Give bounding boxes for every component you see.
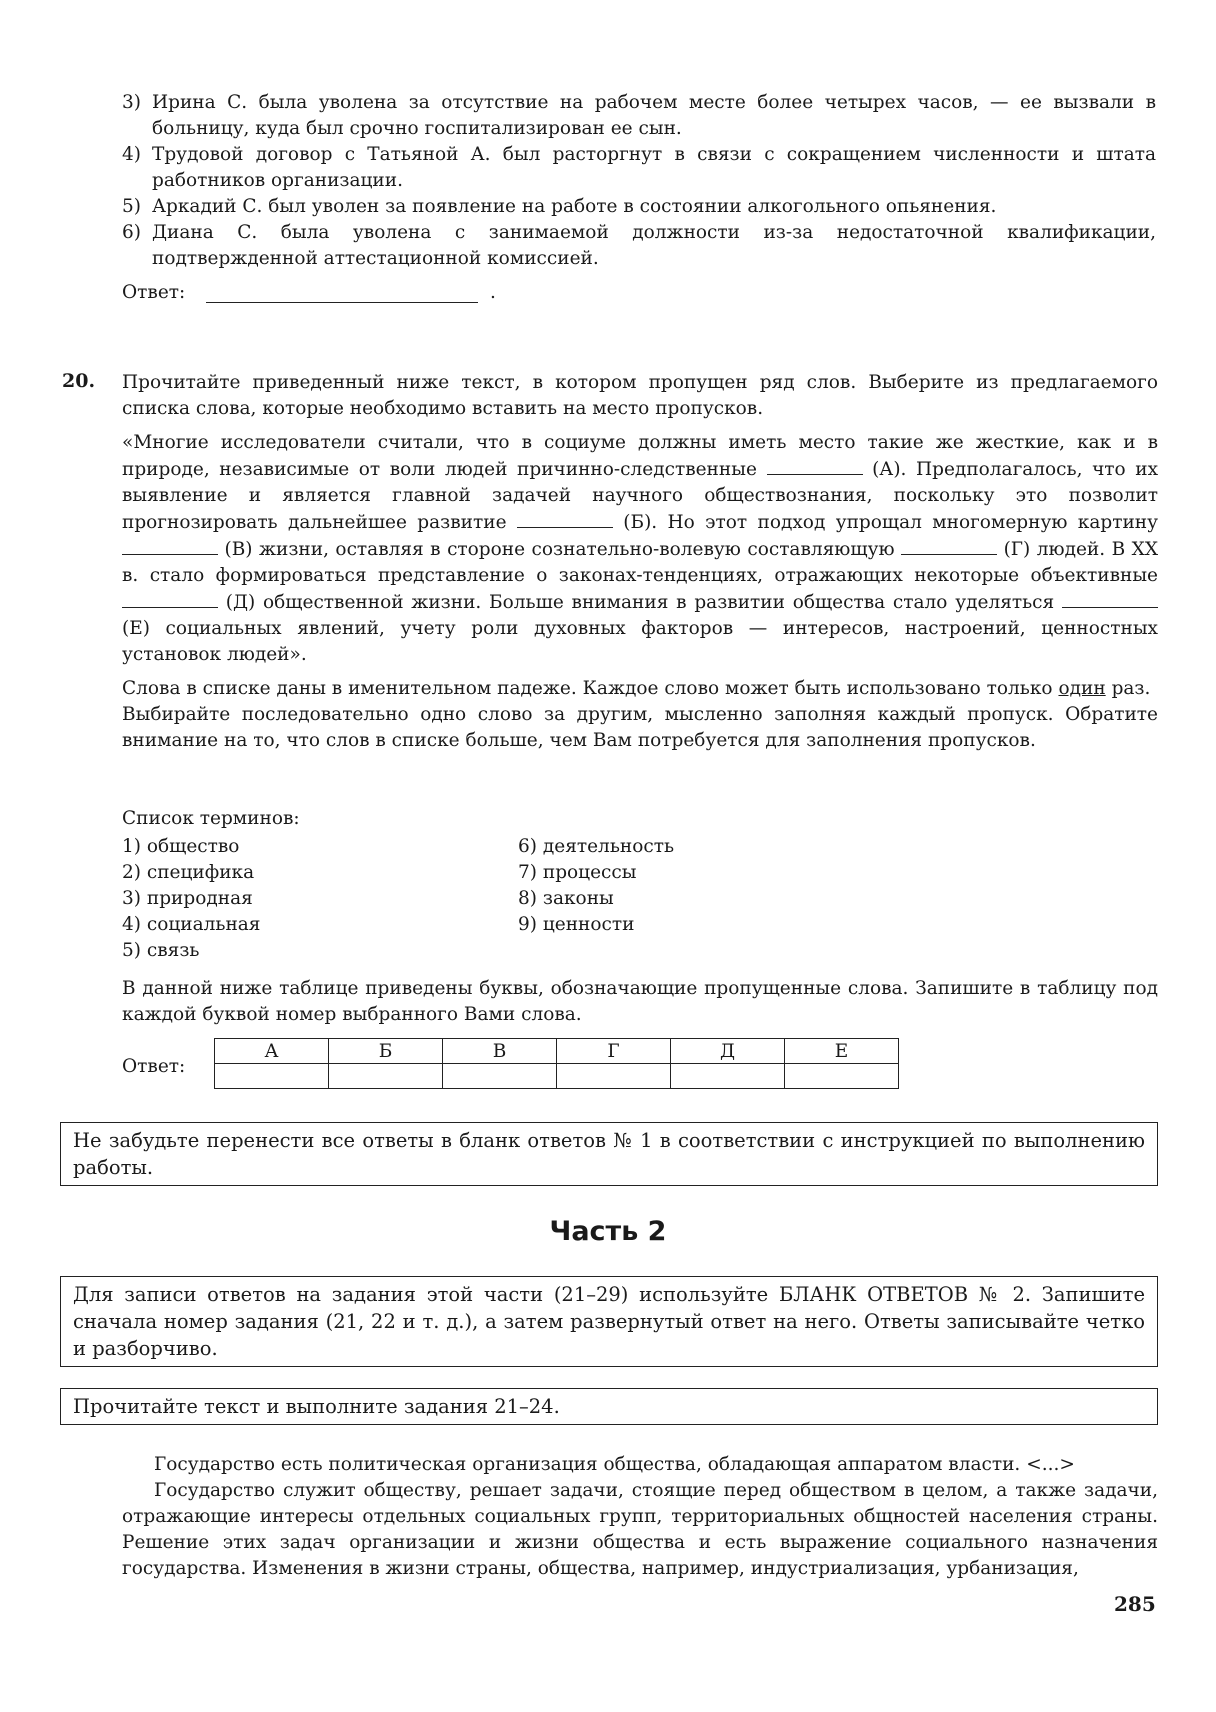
gap-v: [122, 536, 218, 555]
part-2-title: Часть 2: [549, 1216, 667, 1247]
gap-e: [1062, 589, 1158, 608]
source-text: [122, 1452, 1158, 1582]
answer-cell-a[interactable]: [215, 1064, 329, 1089]
question-19-options: [122, 90, 1156, 272]
term-item: 7) процессы: [518, 862, 637, 883]
page-number: 285: [1114, 1592, 1156, 1616]
term-item: 2) специфика: [122, 862, 255, 883]
terms-list-right: [518, 834, 674, 938]
option-4: 4) Трудовой договор с Татьяной А. был расторгнут в связи с сокращением численности и штата работников организации.: [122, 144, 1156, 191]
option-3: 3) Ирина С. была уволена за отсутствие на рабочем месте более четырех часов, — ее вызвали в больницу, куда был срочно госпитализирован ее сын.: [122, 92, 1156, 139]
terms-list-left: [122, 834, 260, 964]
term-item: 6) деятельность: [518, 836, 675, 857]
question-20: [122, 370, 1158, 754]
gap-g: [901, 536, 997, 555]
term-item: 4) социальная: [122, 914, 261, 935]
q20-instruction: Прочитайте приведенный ниже текст, в котором пропущен ряд слов. Выберите из предлагаемого списка слова, которые необходимо вставить на место пропусков.: [122, 372, 1158, 419]
q20-note-2: Выбирайте последовательно одно слово за другим, мысленно заполняя каждый пропуск. Обратите внимание на то, что слов в списке больше, чем Вам потребуется для заполнения пропусков.: [122, 704, 1158, 751]
term-item: 5) связь: [122, 940, 200, 961]
q19-answer-dot: .: [490, 282, 496, 303]
source-text-p1: Государство есть политическая организация общества, обладающая аппаратом власти. <...>: [154, 1454, 1075, 1475]
part-2-instruction-box: Для записи ответов на задания этой части (21–29) используйте БЛАНК ОТВЕТОВ № 2. Запишите сначала номер задания (21, 22 и т. д.), а затем развернутый ответ на него. Ответы записывайте четко и разборчиво.: [60, 1276, 1158, 1367]
term-item: 8) законы: [518, 888, 614, 909]
answer-header-v: В: [443, 1039, 557, 1064]
source-text-p2: Государство служит обществу, решает задачи, стоящие перед обществом в целом, а также задачи, отражающие интересы отдельных социальных групп, территориальных общностей населения страны. Решение этих задач организации и жизни общества и есть выражение социального назначения государства. Изменения в жизни страны, общества, например, индустриализация, урбанизация,: [122, 1480, 1158, 1579]
answer-table: [214, 1038, 899, 1089]
q20-note-1: Слова в списке даны в именительном падеже. Каждое слово может быть использовано только один раз.: [122, 678, 1151, 699]
question-20-number: 20.: [62, 370, 96, 392]
q19-answer-label: Ответ:: [122, 282, 186, 303]
term-item: 3) природная: [122, 888, 253, 909]
q19-answer-line[interactable]: [206, 302, 478, 303]
gap-b: [517, 509, 613, 528]
gap-a: [767, 456, 863, 475]
answer-cell-g[interactable]: [557, 1064, 671, 1089]
option-5: 5) Аркадий С. был уволен за появление на работе в состоянии алкогольного опьянения.: [122, 196, 997, 217]
answer-header-d: Д: [671, 1039, 785, 1064]
reminder-box: Не забудьте перенести все ответы в бланк ответов № 1 в соответствии с инструкцией по выполнению работы.: [60, 1122, 1158, 1186]
terms-title: Список терминов:: [122, 808, 300, 829]
option-6: 6) Диана С. была уволена с занимаемой должности из-за недостаточной квалификации, подтвержденной аттестационной комиссией.: [122, 222, 1156, 269]
q20-passage: «Многие исследователи считали, что в социуме должны иметь место такие же жесткие, как и в природе, независимые от воли людей причинно-следственные (А). Предполагалось, что их выявление и является главной задачей научного обществознания, поскольку это позволит прогнозировать дальнейшее развитие (Б). Но этот подход упрощал многомерную картину (В) жизни, оставляя в стороне сознательно-волевую составляющую (Г) людей. В XX в. стало формироваться представление о законах-тенденциях, отражающих некоторые объективные (Д) общественной жизни. Больше внимания в развитии общества стало уделяться (Е) социальных явлений, учету роли духовных факторов — интересов, настроений, ценностных установок людей».: [122, 432, 1159, 665]
answer-cell-d[interactable]: [671, 1064, 785, 1089]
answer-header-a: А: [215, 1039, 329, 1064]
answer-table-input-row: [215, 1064, 899, 1089]
q20-answer-label: Ответ:: [122, 1056, 186, 1077]
table-instruction: В данной ниже таблице приведены буквы, обозначающие пропущенные слова. Запишите в таблицу под каждой буквой номер выбранного Вами слова.: [122, 978, 1158, 1025]
gap-d: [122, 589, 218, 608]
answer-header-b: Б: [329, 1039, 443, 1064]
answer-header-e: Е: [785, 1039, 899, 1064]
answer-cell-b[interactable]: [329, 1064, 443, 1089]
term-item: 1) общество: [122, 836, 240, 857]
answer-cell-v[interactable]: [443, 1064, 557, 1089]
term-item: 9) ценности: [518, 914, 635, 935]
answer-cell-e[interactable]: [785, 1064, 899, 1089]
answer-header-g: Г: [557, 1039, 671, 1064]
answer-table-header-row: [215, 1039, 899, 1064]
task-intro-box: Прочитайте текст и выполните задания 21–24.: [60, 1388, 1158, 1425]
